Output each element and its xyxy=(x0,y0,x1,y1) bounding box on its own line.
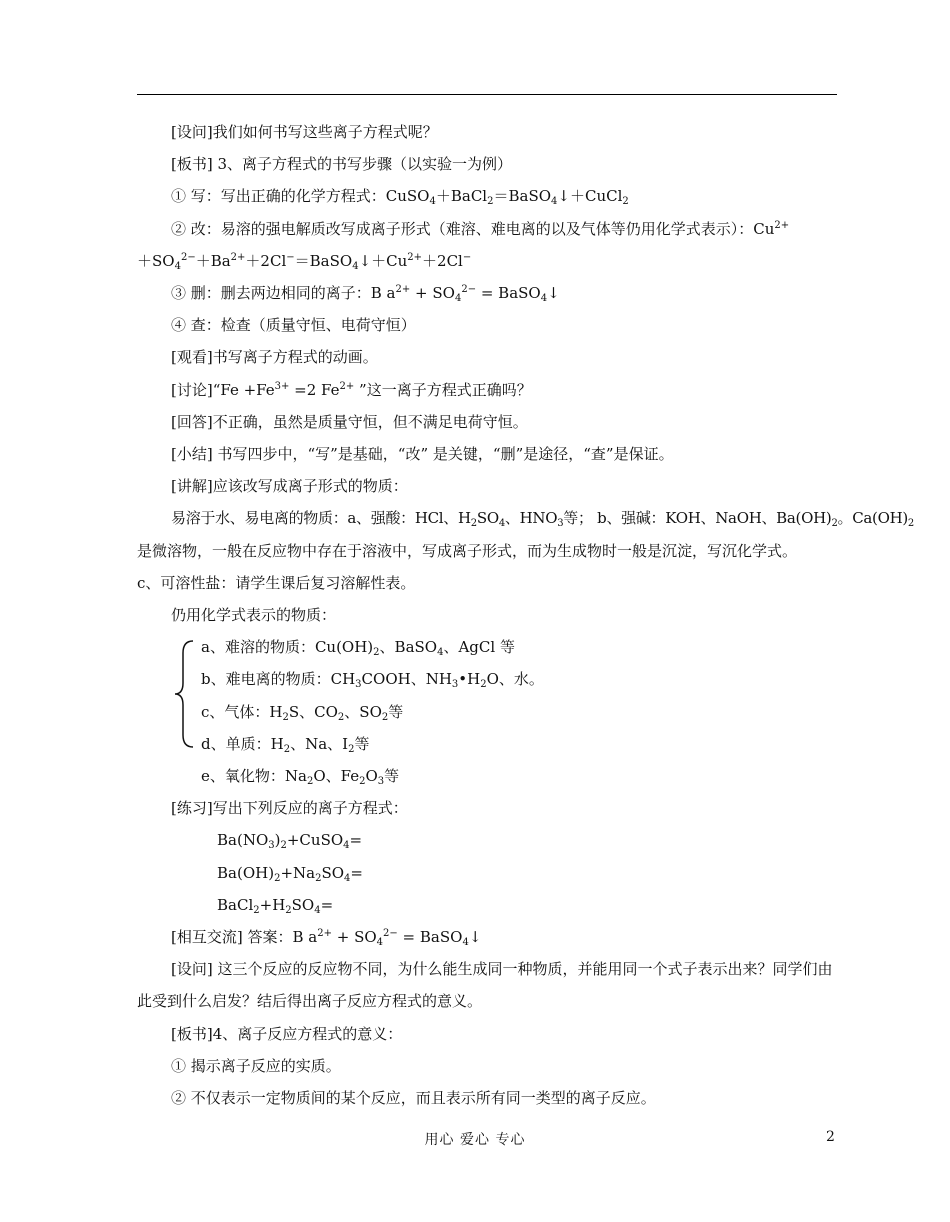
meaning-item-1: ① 揭示离子反应的实质。 xyxy=(171,1056,341,1075)
document-body xyxy=(137,116,914,1114)
chemical-formula-heading: 仍用化学式表示的物质： xyxy=(171,606,337,625)
practice-line: [练习]写出下列反应的离子方程式： xyxy=(171,799,408,818)
exercise-1: $Ba(NO_3)_2+CuSO_4=$ xyxy=(217,831,363,852)
formula-list xyxy=(137,631,837,760)
list-item-weak-electrolyte: b、难电离的物质：$CH_3COOH$、$NH_3•H_2O$、水。 xyxy=(201,670,544,691)
step-write: ① 写：写出正确的化学方程式：CuSO$_4$＋BaCl$_2$＝BaSO$_4$↓＋CuCl$_2$ xyxy=(171,187,629,208)
curly-brace-icon xyxy=(173,639,203,749)
summary-line: [小结] 书写四步中，“写”是基础，“改” 是关键，“删”是途径，“查”是保证。 xyxy=(171,445,674,464)
soluble-salt-line: c、可溶性盐：请学生课后复习溶解性表。 xyxy=(137,573,416,592)
exercise-2: $Ba(OH)_2+Na_2SO_4=$ xyxy=(217,863,363,884)
discussion-line: [讨论]“Fe $+Fe^{3+} =2$ $Fe^{2+}$ ”这一离子方程式正确吗？ xyxy=(171,380,532,399)
meaning-item-2: ② 不仅表示一定物质间的某个反应，而且表示所有同一类型的离子反应。 xyxy=(171,1089,656,1108)
exercise-3: $BaCl_2+H_2SO_4=$ xyxy=(217,895,334,916)
slightly-soluble-line: 是微溶物，一般在反应物中存在于溶液中，写成离子形式，而为生成物时一般是沉淀，写沉化学式。 xyxy=(137,541,798,560)
list-item-gas: c、气体：$H_2S$、$CO_2$、$SO_2$等 xyxy=(201,702,404,723)
board-heading-steps: [板书] 3、离子方程式的书写步骤（以实验一为例） xyxy=(171,155,513,174)
page-number: 2 xyxy=(826,1129,835,1145)
watch-line: [观看]书写离子方程式的动画。 xyxy=(171,348,378,367)
list-item-insoluble: a、难溶的物质：$Cu(OH)_2$、BaSO$_4$、AgCl 等 xyxy=(201,638,515,659)
header-rule xyxy=(137,94,837,95)
footer-motto: 用心 爱心 专心 xyxy=(424,1132,526,1148)
answer-line: [回答]不正确，虽然是质量守恒，但不满足电荷守恒。 xyxy=(171,412,528,431)
exchange-answer-line: [相互交流] 答案：B $a^{2+} + SO_4^{2-}$ = BaSO$_4$↓ xyxy=(171,928,482,949)
step-delete: ③ 删：删去两边相同的离子：B $a^{2+} + SO_4^{2-}$ = BaSO$_4$↓ xyxy=(171,284,560,305)
explain-line: [讲解]应该改写成离子形式的物质： xyxy=(171,477,408,496)
step-check: ④ 查：检查（质量守恒、电荷守恒） xyxy=(171,316,416,335)
soluble-substances-line: 易溶于水、易电离的物质：a、强酸：HCl、$H_2SO_4$、$HNO_3$等； b、强碱：KOH、NaOH、$Ba(OH)_2$。$Ca(OH)_2$ xyxy=(171,509,914,530)
list-item-oxide: e、氧化物：$Na_2O$、$Fe_2O_3$等 xyxy=(201,767,400,788)
question-meaning-paragraph: [设问] 这三个反应的反应物不同，为什么能生成同一种物质，并能用同一个式子表示出来？同学们由此受到什么启发？结后得出离子反应方程式的意义。 xyxy=(137,960,833,1011)
question-line: [设问]我们如何书写这些离子方程式呢？ xyxy=(171,123,438,141)
step-change-equation: $+SO_4^{2-}+Ba^{2+}+2Cl^-=BaSO_4↓+Cu^{2+}+2Cl^-$ xyxy=(137,251,472,272)
board-heading-meaning: [板书]4、离子反应方程式的意义： xyxy=(171,1024,403,1043)
step-change: ② 改：易溶的强电解质改写成离子形式（难溶、难电离的以及气体等仍用化学式表示）：$Cu^{2+}$ xyxy=(171,219,790,238)
list-item-element: d、单质：$H_2$、Na、$I_2$等 xyxy=(201,734,370,755)
